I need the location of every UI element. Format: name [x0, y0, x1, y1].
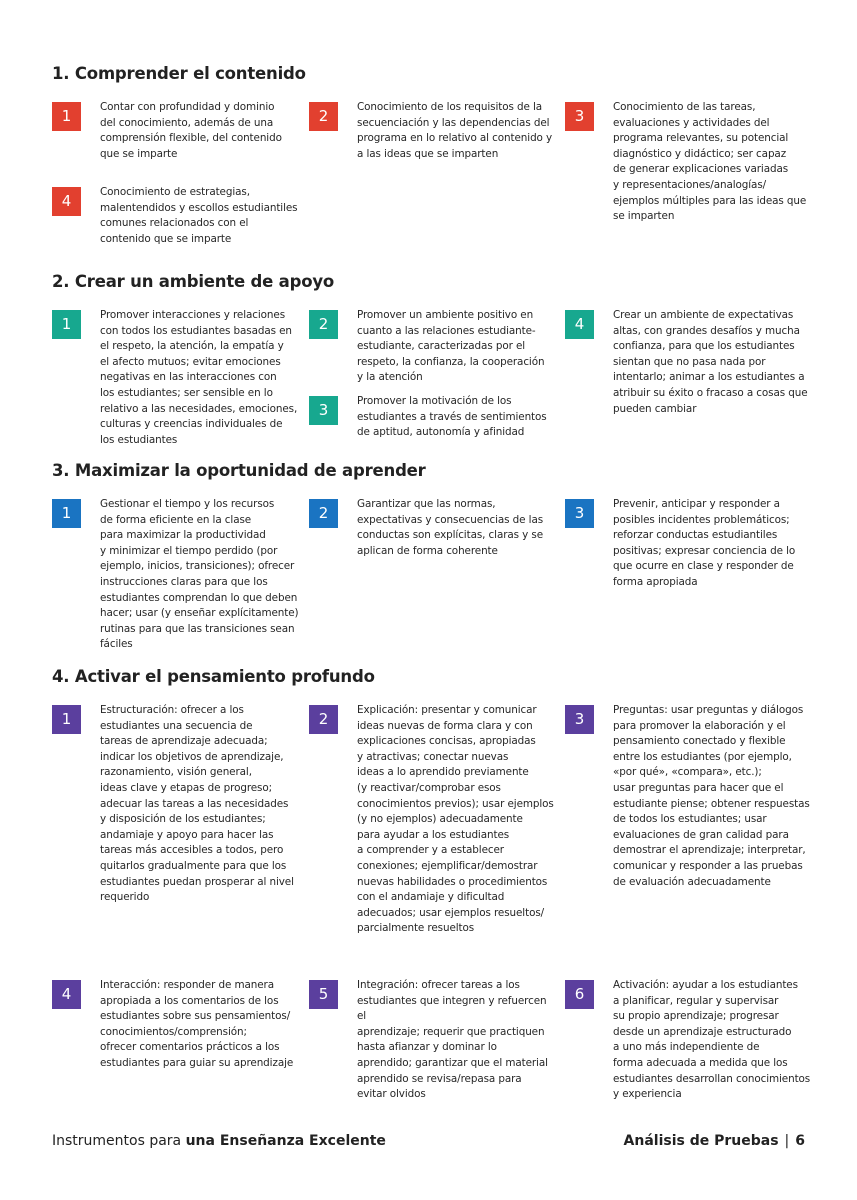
- item-text: Crear un ambiente de expectativas altas, con grandes desafíos y mucha confianza, para que los estudiantes sientan que no pasa nada por intentarlo; animar a los estudiantes a atribuir su éxito o fracaso a cosas que pueden cambiar: [613, 309, 808, 415]
- item-number-badge: 2: [309, 102, 338, 131]
- item-text: Conocimiento de estrategias, malentendidos y escollos estudiantiles comunes relacionados con el contenido que se imparte: [100, 186, 298, 245]
- footer-title-prefix: Instrumentos para: [52, 1133, 186, 1149]
- item-number-badge: 4: [52, 980, 81, 1009]
- item-text: Interacción: responder de manera apropiada a los comentarios de los estudiantes sobre sus pensamientos/ conocimientos/comprensión; ofrecer comentarios prácticos a los estudiantes para guiar su aprendizaje: [100, 979, 294, 1069]
- item-text: Explicación: presentar y comunicar ideas nuevas de forma clara y con explicaciones concisas, apropiadas y atractivas; conectar nuevas ideas a lo aprendido previamente (y reactivar/comprobar esos conocimientos previos); usar ejemplos (y no ejemplos) adecuadamente para ayudar a los estudiantes a comprender y a establecer conexiones; ejemplificar/demostrar nuevas habilidades o procedimientos con el andamiaje y dificultad adecuados; usar ejemplos resueltos/ parcialmente resueltos: [357, 704, 554, 935]
- item-text: Preguntas: usar preguntas y diálogos para promover la elaboración y el pensamiento conectado y flexible entre los estudiantes (por ejemplo, «por qué», «compara», etc.); usar preguntas para hacer que el estudiante piense; obtener respuestas de todos los estudiantes; usar evaluaciones de gran calidad para demostrar el aprendizaje; interpretar, comunicar y responder a las pruebas de evaluación adecuadamente: [613, 704, 810, 888]
- footer-section-label: Análisis de Pruebas: [623, 1133, 779, 1149]
- item-number-badge: 4: [52, 187, 81, 216]
- item-text: Conocimiento de las tareas, evaluaciones y actividades del programa relevantes, su potencial diagnóstico y didáctico; ser capaz de generar explicaciones variadas y representaciones/analogías/ ejemplos múltiples para las ideas que se imparten: [613, 101, 807, 223]
- item-text: Conocimiento de los requisitos de la secuenciación y las dependencias del programa en lo relativo al contenido y a las ideas que se imparten: [357, 101, 553, 160]
- item-number-badge: 2: [309, 705, 338, 734]
- item-text: Promover un ambiente positivo en cuanto a las relaciones estudiante- estudiante, caracterizadas por el respeto, la confianza, la cooperación y la atención: [357, 309, 545, 384]
- item-text: Gestionar el tiempo y los recursos de forma eficiente en la clase para maximizar la productividad y minimizar el tiempo perdido (por ejemplo, inicios, transiciones); ofrecer instrucciones claras para que los estudiantes comprendan lo que deben hacer; usar (y enseñar explícitamente) rutinas para que las transiciones sean fáciles: [100, 498, 299, 651]
- item-number-badge: 5: [309, 980, 338, 1009]
- section-title-ambiente: 2. Crear un ambiente de apoyo: [52, 272, 335, 291]
- page-number: 6: [795, 1133, 805, 1149]
- item-text: Activación: ayudar a los estudiantes a planificar, regular y supervisar su propio aprendizaje; progresar desde un aprendizaje estructurado a uno más independiente de forma adecuada a medida que los estudiantes desarrollan conocimientos y experiencia: [613, 979, 811, 1101]
- item-number-badge: 2: [309, 310, 338, 339]
- footer-title-bold: una Enseñanza Excelente: [185, 1133, 386, 1149]
- section-title-pensamiento: 4. Activar el pensamiento profundo: [52, 667, 375, 686]
- item-number-badge: 1: [52, 705, 81, 734]
- footer-page-info: [624, 1133, 805, 1149]
- footer-separator: |: [784, 1133, 790, 1149]
- item-text: Estructuración: ofrecer a los estudiantes una secuencia de tareas de aprendizaje adecuada; indicar los objetivos de aprendizaje, razonamiento, visión general, ideas clave y etapas de progreso; adecuar las tareas a las necesidades y disposición de los estudiantes; andamiaje y apoyo para hacer las tareas más accesibles a todos, pero quitarlos gradualmente para que los estudiantes puedan prosperar al nivel requerido: [100, 704, 294, 904]
- item-text: Promover interacciones y relaciones con todos los estudiantes basadas en el respeto, la atención, la empatía y el afecto mutuos; evitar emociones negativas en las interacciones con los estudiantes; ser sensible en lo relativo a las necesidades, emociones, culturas y creencias individuales de los estudiantes: [100, 309, 298, 446]
- item-number-badge: 1: [52, 310, 81, 339]
- item-number-badge: 3: [565, 102, 594, 131]
- section-title-maximizar: 3. Maximizar la oportunidad de aprender: [52, 461, 426, 480]
- item-text: Prevenir, anticipar y responder a posibles incidentes problemáticos; reforzar conductas estudiantiles positivas; expresar conciencia de lo que ocurre en clase y responder de forma apropiada: [613, 498, 796, 588]
- item-number-badge: 1: [52, 499, 81, 528]
- item-number-badge: 3: [565, 705, 594, 734]
- item-number-badge: 3: [565, 499, 594, 528]
- section-title-comprender: 1. Comprender el contenido: [52, 64, 306, 83]
- item-number-badge: 1: [52, 102, 81, 131]
- item-number-badge: 3: [309, 396, 338, 425]
- item-number-badge: 6: [565, 980, 594, 1009]
- item-text: Integración: ofrecer tareas a los estudiantes que integren y refuercen el aprendizaje; requerir que practiquen hasta afianzar y dominar lo aprendido; garantizar que el material aprendido se revisa/repasa para evitar olvidos: [357, 979, 548, 1101]
- item-text: Promover la motivación de los estudiantes a través de sentimientos de aptitud, autonomía y afinidad: [357, 395, 547, 439]
- item-number-badge: 4: [565, 310, 594, 339]
- item-number-badge: 2: [309, 499, 338, 528]
- item-text: Garantizar que las normas, expectativas y consecuencias de las conductas son explícitas, claras y se aplican de forma coherente: [357, 498, 544, 557]
- item-text: Contar con profundidad y dominio del conocimiento, además de una comprensión flexible, del contenido que se imparte: [100, 101, 282, 160]
- footer-publication-title: [52, 1133, 386, 1149]
